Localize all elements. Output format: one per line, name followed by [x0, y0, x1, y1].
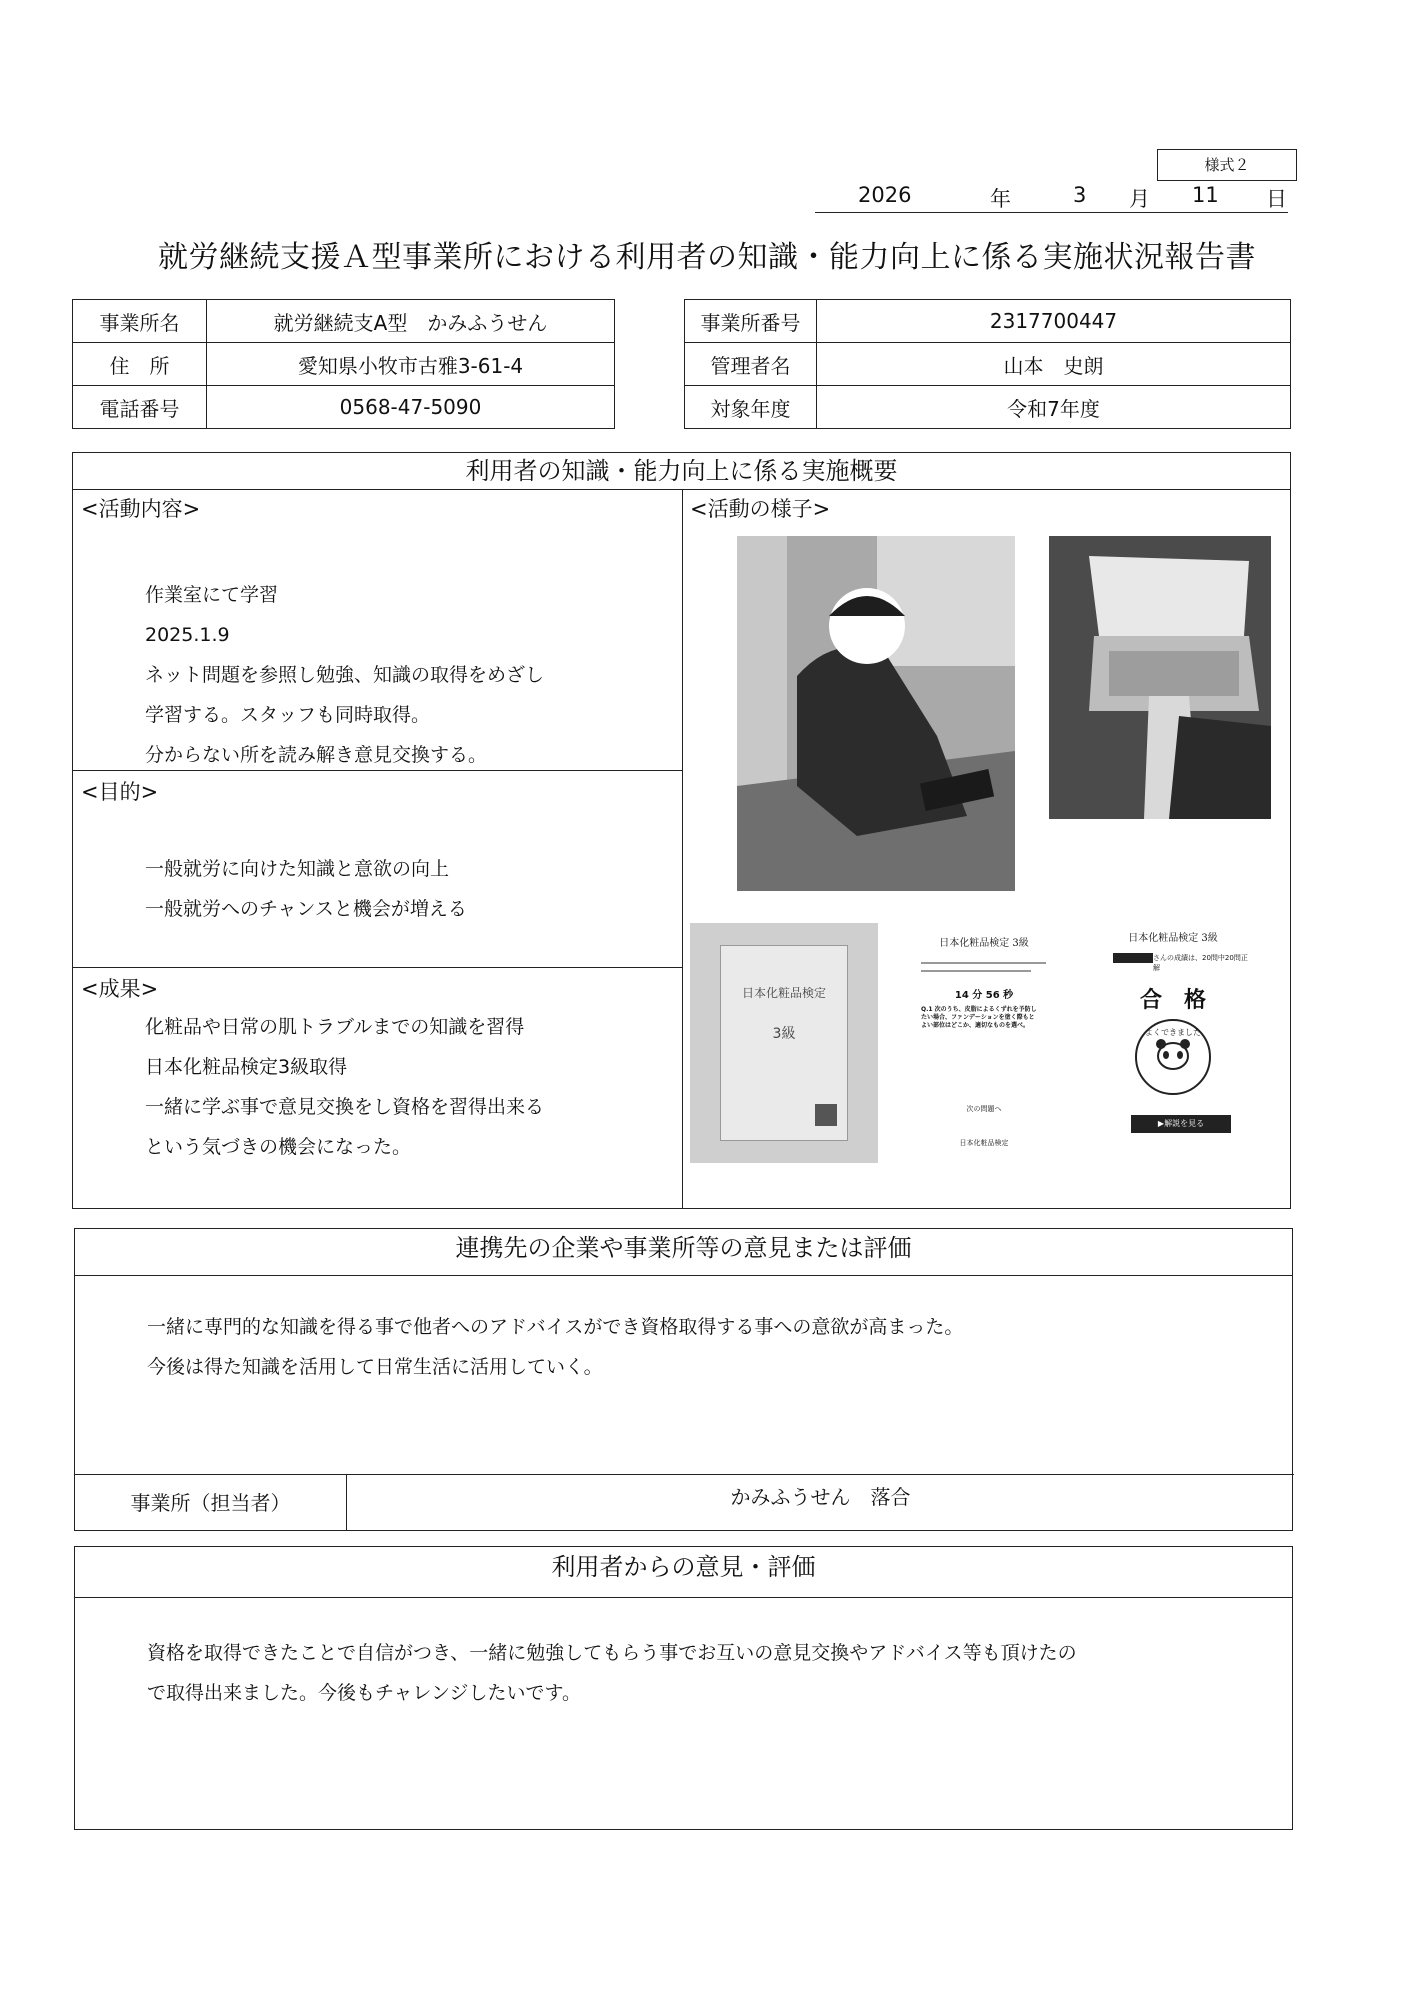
- qr-code-icon: [815, 1104, 837, 1126]
- date-year-unit: 年: [990, 187, 1011, 211]
- info-value: 2317700447: [817, 300, 1291, 343]
- table-row: [685, 300, 1291, 343]
- activity-line: 分からない所を読み解き意見交換する。: [145, 744, 488, 766]
- table-row: [73, 300, 615, 343]
- partner-evaluation-section: [74, 1228, 1293, 1531]
- page-title: 就労継続支援Ａ型事業所における利用者の知識・能力向上に係る実施状況報告書: [158, 240, 1256, 275]
- photos-title: <活動の様子>: [690, 497, 831, 521]
- certificate-level: 3級: [772, 1026, 796, 1042]
- info-label: 電話番号: [73, 386, 207, 429]
- info-label: 事業所番号: [685, 300, 817, 343]
- date-year: 2026: [858, 183, 912, 207]
- user-evaluation-section: [74, 1546, 1293, 1830]
- info-value: 就労継続支A型 かみふうせん: [207, 300, 615, 343]
- staff-value: かみふうせん 落合: [730, 1485, 911, 1509]
- result-line: 化粧品や日常の肌トラブルまでの知識を習得: [145, 1016, 525, 1038]
- text-stub: [921, 970, 1031, 972]
- date-month: 3: [1073, 183, 1087, 207]
- activity-line: 学習する。スタッフも同時取得。: [145, 704, 431, 726]
- activity-line: 2025.1.9: [145, 624, 230, 646]
- info-value: 山本 史朗: [817, 343, 1291, 386]
- date-underline: [815, 212, 1288, 213]
- info-label: 事業所名: [73, 300, 207, 343]
- result-screenshot: [1083, 923, 1263, 1173]
- result-score: さんの成績は、20問中20問正解: [1153, 954, 1248, 972]
- overview-divider: [682, 489, 683, 1208]
- redaction: [1113, 953, 1153, 963]
- user-line: 資格を取得できたことで自信がつき、一緒に勉強してもらう事でお互いの意見交換やアドバイス等も頂けたの: [147, 1642, 1077, 1664]
- text-stub: [921, 962, 1046, 964]
- result-line: 日本化粧品検定3級取得: [145, 1056, 348, 1078]
- result-title: <成果>: [81, 977, 159, 1001]
- quiz-question: Q.1 次のうち、皮脂によるくずれを予防したい場合、ファンデーションを塗く際もとよい部位はどこか、適切なものを選べ。: [921, 1006, 1037, 1029]
- quiz-footer: 日本化粧品検定: [959, 1139, 1009, 1147]
- pass-text: 合 格: [1139, 987, 1206, 1013]
- result-title: 日本化粧品検定 3級: [1128, 933, 1218, 944]
- table-row: [685, 343, 1291, 386]
- laptop-photo: [1049, 536, 1271, 819]
- panda-icon: [1153, 1038, 1193, 1072]
- purpose-line: 一般就労へのチャンスと機会が増える: [145, 898, 467, 920]
- purpose-title: <目的>: [81, 780, 159, 804]
- office-info-table: [72, 299, 615, 429]
- user-header: 利用者からの意見・評価: [75, 1547, 1292, 1598]
- info-label: 住 所: [73, 343, 207, 386]
- result-line: という気づきの機会になった。: [145, 1136, 412, 1158]
- info-value: 0568-47-5090: [207, 386, 615, 429]
- certificate-title: 日本化粧品検定: [741, 986, 826, 1000]
- activity-line: ネット問題を参照し勉強、知識の取得をめざし: [145, 664, 545, 686]
- result-line: 一緒に学ぶ事で意見交換をし資格を習得出来る: [145, 1096, 545, 1118]
- show-explanation-button: ▶解説を見る: [1131, 1115, 1231, 1133]
- info-label: 管理者名: [685, 343, 817, 386]
- info-value: 愛知県小牧市古雅3-61-4: [207, 343, 615, 386]
- partner-line: 一緒に専門的な知識を得る事で他者へのアドバイスができ資格取得する事への意欲が高まった。: [147, 1316, 964, 1338]
- quiz-next: 次の問題へ: [966, 1105, 1002, 1113]
- partner-line: 今後は得た知識を活用して日常生活に活用していく。: [147, 1356, 603, 1378]
- certificate-photo: [690, 923, 878, 1163]
- quiz-screenshot: [899, 928, 1069, 1168]
- partner-header: 連携先の企業や事業所等の意見または評価: [75, 1229, 1292, 1276]
- date-month-unit: 月: [1129, 187, 1150, 211]
- info-label: 対象年度: [685, 386, 817, 429]
- table-row: [73, 343, 615, 386]
- quiz-time: 14 分 56 秒: [954, 990, 1014, 1001]
- overview-header: 利用者の知識・能力向上に係る実施概要: [73, 453, 1290, 490]
- table-row: [685, 386, 1291, 429]
- activity-line: 作業室にて学習: [145, 584, 279, 606]
- badge-text: よくできました: [1145, 1028, 1201, 1037]
- management-info-table: [684, 299, 1291, 429]
- user-line: で取得出来ました。今後もチャレンジしたいです。: [147, 1682, 581, 1704]
- quiz-title: 日本化粧品検定 3級: [939, 938, 1029, 949]
- overview-section: [72, 452, 1291, 1209]
- staff-label: 事業所（担当者）: [130, 1491, 291, 1515]
- purpose-line: 一般就労に向けた知識と意欲の向上: [145, 858, 450, 880]
- divider: [73, 967, 682, 968]
- date-day: 11: [1192, 183, 1219, 207]
- badge-stamp: [1135, 1019, 1211, 1095]
- activity-title: <活動内容>: [81, 497, 201, 521]
- date-day-unit: 日: [1266, 187, 1287, 211]
- form-number: 様式２: [1157, 149, 1297, 181]
- info-value: 令和7年度: [817, 386, 1291, 429]
- table-row: [73, 386, 615, 429]
- study-photo: [737, 536, 1015, 891]
